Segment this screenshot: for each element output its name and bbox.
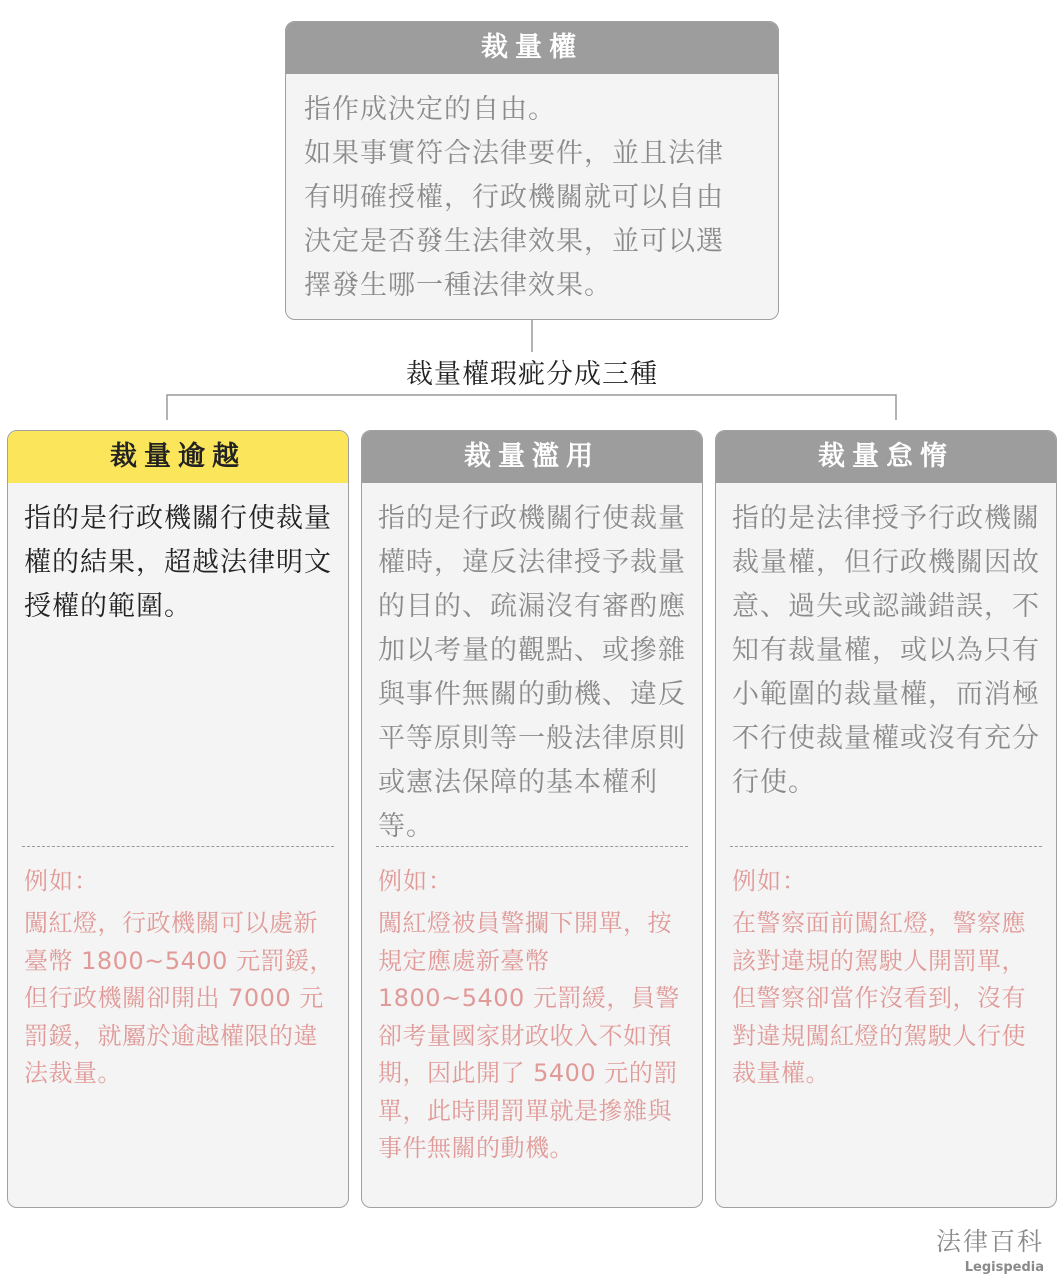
top-box-title: 裁量權 [286, 22, 778, 74]
top-box-line: 決定是否發生法律效果，並可以選 [304, 226, 724, 257]
column-abuse-example-title: 例如： [378, 867, 453, 895]
branch-label: 裁量權瑕疵分成三種 [406, 359, 658, 390]
top-box-line: 如果事實符合法律要件，並且法律 [304, 138, 724, 169]
column-excess-description: 指的是行政機關行使裁量權的結果，超越法律明文授權的範圍。 [24, 503, 332, 622]
column-abuse-description: 指的是行政機關行使裁量權時，違反法律授予裁量的目的、疏漏沒有審酌應加以考量的觀點、或摻雜與事件無關的動機、違反平等原則等一般法律原則或憲法保障的基本權利等。 [378, 503, 686, 842]
column-abuse-title: 裁量濫用 [362, 431, 702, 483]
column-neglect-box [715, 430, 1057, 1208]
column-neglect-description: 指的是法律授予行政機關裁量權，但行政機關因故意、過失或認識錯誤，不知有裁量權，或以為只有小範圍的裁量權，而消極不行使裁量權或沒有充分行使。 [732, 503, 1040, 798]
column-excess-example-text: 闖紅燈，行政機關可以處新臺幣 1800~5400 元罰鍰，但行政機關卻開出 7000 元罰鍰，就屬於逾越權限的違法裁量。 [24, 909, 335, 1087]
column-neglect-example-text: 在警察面前闖紅燈，警察應該對違規的駕駛人開罰單，但警察卻當作沒看到，沒有對違規闖紅燈的駕駛人行使裁量權。 [732, 909, 1026, 1087]
top-box-line: 擇發生哪一種法律效果。 [304, 270, 612, 301]
column-excess-box [7, 430, 349, 1208]
column-abuse-box [361, 430, 703, 1208]
top-definition-box [285, 21, 779, 320]
brand-logo [936, 1222, 1044, 1275]
top-box-line: 有明確授權，行政機關就可以自由 [304, 182, 724, 213]
top-box-body [286, 74, 778, 308]
brand-subtitle: Legispedia [964, 1260, 1044, 1275]
brand-name: 法律百科 [935, 1227, 1044, 1256]
column-abuse-example-text: 闖紅燈被員警攔下開單，按規定應處新臺幣 1800~5400 元罰緩，員警卻考量國家財政收入不如預期，因此開了 5400 元的罰單，此時開罰單就是摻雜與事件無關的動機。 [378, 909, 680, 1162]
connector-branch [167, 395, 896, 420]
column-neglect-title: 裁量怠惰 [716, 431, 1056, 483]
column-excess-title: 裁量逾越 [8, 431, 348, 483]
column-excess-example-title: 例如： [24, 867, 99, 895]
top-box-line: 指作成決定的自由。 [304, 94, 556, 125]
column-neglect-example-title: 例如： [732, 867, 807, 895]
